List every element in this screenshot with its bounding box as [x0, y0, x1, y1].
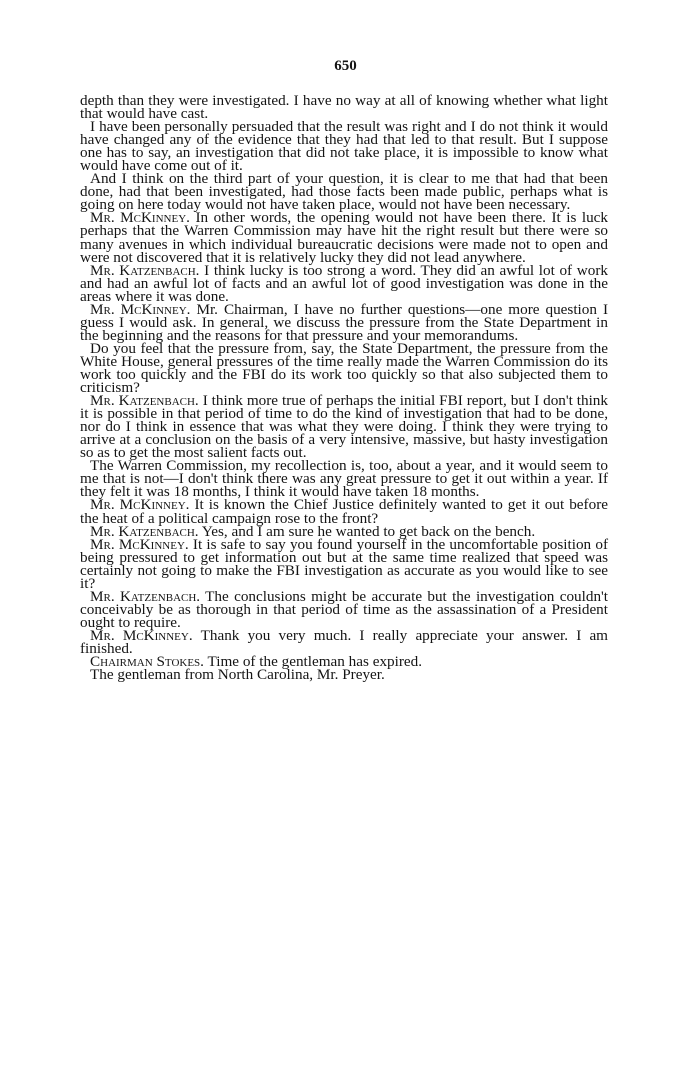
- speaker-name: Mr. McKinney.: [90, 626, 193, 644]
- speaker-name: Mr. McKinney.: [90, 300, 191, 318]
- paragraph-text: Thank you very much. I really appreciate your answer. I am finished.: [80, 626, 608, 657]
- paragraph: [80, 339, 608, 397]
- paragraph: [80, 587, 609, 631]
- paragraph-text: Do you feel that the pressure from, say, the State Department, the pressure from the White House, general pressures of the time really made the Warren Commission do its work too quickly and the FBI do its work too quickly so that also subjected them to criticism?: [80, 339, 608, 397]
- speaker-name: Mr. Katzenbach.: [90, 522, 199, 540]
- paragraph: [80, 666, 608, 684]
- paragraph: [80, 92, 608, 123]
- paragraph-text: Yes, and I am sure he wanted to get back on the bench.: [201, 522, 536, 540]
- paragraph: [80, 392, 608, 462]
- paragraph-text: It is safe to say you found yourself in the uncomfortable position of being pressured to get information out but at the same time realized that speed was certainly not going to make the FBI investigation as accurate as you would like to see it?: [80, 535, 609, 592]
- paragraph-text: The conclusions might be accurate but the investigation couldn't conceivably be as thorough in that period of time as the assassination of a President ought to require.: [80, 587, 609, 631]
- paragraph-text: Mr. Chairman, I have no further questions—one more question I guess I would ask. In general, we discuss the pressure from the State Department in the beginning and the reasons for that pressure and your memorandums.: [80, 300, 609, 344]
- speaker-name: Mr. McKinney.: [90, 535, 189, 553]
- paragraph: [80, 261, 609, 305]
- paragraph-text: And I think on the third part of your question, it is clear to me that had that been done, had that been investigated, had those facts been made public, perhaps what is going on here today would not have taken place, would not have been necessary.: [80, 170, 608, 214]
- paragraph: [80, 300, 609, 344]
- paragraph: [80, 496, 609, 527]
- paragraph: [80, 170, 608, 214]
- paragraph-text: depth than they were investigated. I have no way at all of knowing whether what light that would have cast.: [80, 92, 608, 123]
- paragraph: [80, 626, 608, 657]
- paragraph: [80, 535, 609, 592]
- paragraph-text: In other words, the opening would not have been there. It is luck perhaps that the Warren Commission may have hit the right result but there were so many avenues in which individual bureaucratic decisions were made not to open and were not discovered that it is relatively lucky they did not lead anywhere.: [80, 209, 608, 266]
- paragraph: [80, 457, 608, 501]
- paragraph-text: The Warren Commission, my recollection is, too, about a year, and it would seem to me that is not—I don't think there was any great pressure to get it out within a year. If they felt it was 18 months, I think it would have taken 18 months.: [80, 457, 608, 501]
- speaker-name: Mr. Katzenbach.: [90, 261, 200, 279]
- page-number: 650: [334, 58, 357, 74]
- paragraph: [80, 209, 608, 266]
- speaker-name: Mr. McKinney.: [90, 496, 190, 514]
- paragraph-text: It is known the Chief Justice definitely wanted to get it out before the heat of a political campaign rose to the front?: [80, 496, 609, 527]
- speaker-name: Mr. Katzenbach.: [90, 392, 199, 410]
- paragraph-text: I have been personally persuaded that the result was right and I do not think it would have changed any of the evidence that they had that led to that result. But I suppose one has to say, an investigation that did not take place, it is impossible to know what would have come out of it.: [80, 118, 608, 175]
- paragraph-text: I think more true of perhaps the initial FBI report, but I don't think it is possible in that period of time to do the kind of investigation that had to be done, nor do I think in essence that was what they were doing. I think they were trying to arrive at a conclusion on the basis of a very intensive, massive, but hasty investigation so as to get the most salient facts out.: [80, 392, 608, 462]
- paragraph: [80, 118, 608, 175]
- body-text: [80, 92, 609, 684]
- paragraph-text: The gentleman from North Carolina, Mr. Preyer.: [90, 666, 385, 684]
- speaker-name: Mr. McKinney.: [90, 209, 190, 227]
- speaker-name: Chairman Stokes.: [90, 653, 204, 671]
- paragraph-text: I think lucky is too strong a word. They did an awful lot of work and had an awful lot of facts and an awful lot of good investigation was done in the areas where it was done.: [80, 261, 609, 305]
- paragraph-text: Time of the gentleman has expired.: [207, 653, 423, 671]
- speaker-name: Mr. Katzenbach.: [90, 587, 201, 605]
